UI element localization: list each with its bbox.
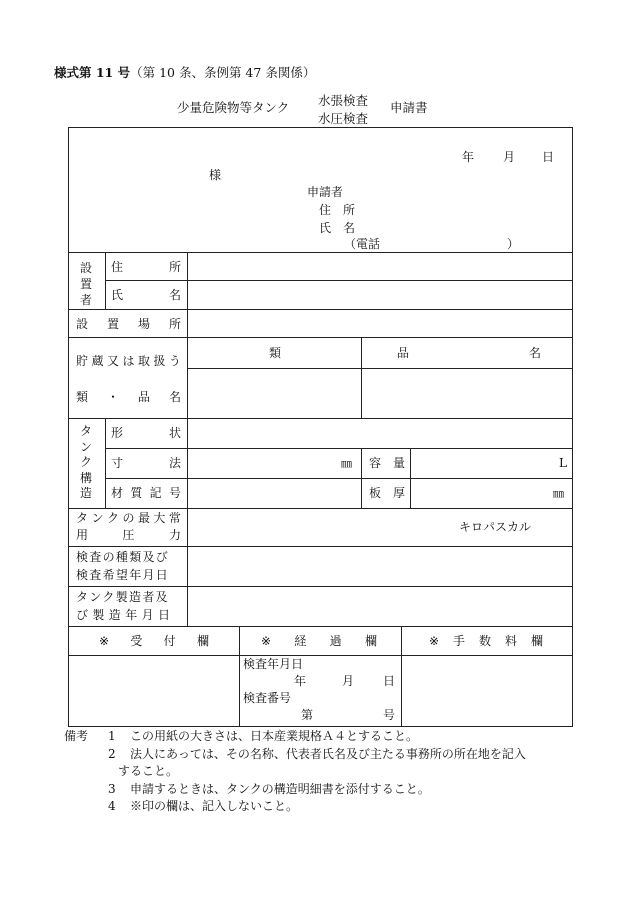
manufacture-date-label: び製造年月日 xyxy=(76,608,175,622)
divider xyxy=(105,280,572,281)
inspection-type-label: 検査の種類及び xyxy=(76,550,170,564)
remark-line: 3 申請するときは、タンクの構造明細書を添付すること。 xyxy=(108,781,430,796)
capacity-label: 容 量 xyxy=(369,456,406,470)
inspection-date-label: 検査希望年月日 xyxy=(76,568,170,582)
remark-line: 2 法人にあっては、その名称、代表者氏名及び主たる事務所の所在地を記入 xyxy=(108,746,526,761)
form-reference: （第 10 条、条例第 47 条関係） xyxy=(130,65,316,80)
divider xyxy=(105,252,106,309)
number-dai-label: 第 xyxy=(301,708,314,722)
title-options xyxy=(318,92,368,128)
divider xyxy=(410,448,411,508)
material-code-label: 材 質 記 号 xyxy=(111,486,181,500)
divider xyxy=(187,368,572,369)
divider xyxy=(69,418,572,419)
thickness-unit-mm: ㎜ xyxy=(553,487,564,500)
reception-column-label: ※ 受 付 欄 xyxy=(99,634,209,648)
divider xyxy=(69,252,572,253)
applicant-name-label: 氏 名 xyxy=(319,221,356,235)
divider xyxy=(187,252,188,626)
divider xyxy=(69,337,572,338)
fee-column-label: ※ 手 数 料 欄 xyxy=(429,634,543,648)
storage-handling-label: 貯 蔵 又 は 取 扱 う xyxy=(76,354,181,368)
dimension-unit-mm: ㎜ xyxy=(341,457,352,470)
form-number-label: 様式第 11 号 xyxy=(54,65,131,80)
remark-line: 備考 1 この用紙の大きさは、日本産業規格Ａ４とすること。 xyxy=(64,728,526,746)
column-class-label: 類 xyxy=(269,346,282,360)
divider xyxy=(69,546,572,547)
class-product-name-label: 類 ・ 品 名 xyxy=(76,390,181,404)
max-working-pressure-label-2: 用 圧 力 xyxy=(76,528,181,542)
phone-open-label: （電話 xyxy=(344,237,381,251)
divider xyxy=(69,586,572,587)
divider xyxy=(239,626,240,726)
divider xyxy=(105,478,572,479)
title-suffix: 申請書 xyxy=(390,100,428,115)
addressee-sama: 様 xyxy=(209,168,222,182)
applicant-address-label: 住 所 xyxy=(319,203,356,217)
title-option-water-pressure: 水圧検査 xyxy=(318,111,369,126)
application-form-table xyxy=(68,127,573,727)
kilopascal-unit: キロパスカル xyxy=(459,520,532,534)
progress-column-label: ※ 経 過 欄 xyxy=(261,634,377,648)
remark-line: すること。 xyxy=(118,764,179,778)
divider xyxy=(401,626,402,726)
title-option-water-fill: 水張検査 xyxy=(318,93,369,108)
installer-address-label: 住 所 xyxy=(111,260,181,274)
form-number xyxy=(54,63,315,81)
remarks-label: 備考 xyxy=(64,729,89,743)
dimensions-label: 寸 法 xyxy=(111,456,181,470)
capacity-unit-liter: L xyxy=(559,456,567,470)
divider xyxy=(361,337,362,418)
shape-label: 形 状 xyxy=(111,426,181,440)
column-product-label: 品 xyxy=(397,346,410,360)
date-year-label: 年 xyxy=(462,150,475,164)
phone-close-label: ） xyxy=(507,237,520,251)
footer-day-label: 日 xyxy=(383,674,396,688)
plate-thickness-label: 板 厚 xyxy=(369,486,406,500)
tank-structure-label: タンク構造 xyxy=(80,424,93,500)
title-prefix: 少量危険物等タンク xyxy=(177,100,290,115)
date-day-label: 日 xyxy=(542,150,555,164)
divider xyxy=(361,448,362,508)
remark-line: 4 ※印の欄は、記入しないこと。 xyxy=(108,799,299,813)
divider xyxy=(105,418,106,508)
applicant-label: 申請者 xyxy=(307,185,344,199)
installation-location-label: 設 置 場 所 xyxy=(76,317,181,331)
date-month-label: 月 xyxy=(503,150,516,164)
divider xyxy=(69,309,572,310)
installer-label: 設置者 xyxy=(80,261,93,307)
divider xyxy=(69,655,572,656)
divider xyxy=(69,508,572,509)
inspection-date-field-label: 検査年月日 xyxy=(243,657,304,671)
tank-maker-label: タンク製造者及 xyxy=(76,590,169,604)
footer-year-label: 年 xyxy=(294,674,307,688)
divider xyxy=(69,626,572,627)
remarks xyxy=(64,728,526,816)
column-name-label: 名 xyxy=(529,346,542,360)
footer-month-label: 月 xyxy=(342,674,355,688)
divider xyxy=(105,448,572,449)
installer-name-label: 氏 名 xyxy=(111,288,181,302)
number-go-label: 号 xyxy=(383,708,396,722)
inspection-number-label: 検査番号 xyxy=(243,691,292,705)
max-working-pressure-label: タ ン ク の 最 大 常 xyxy=(76,511,181,525)
